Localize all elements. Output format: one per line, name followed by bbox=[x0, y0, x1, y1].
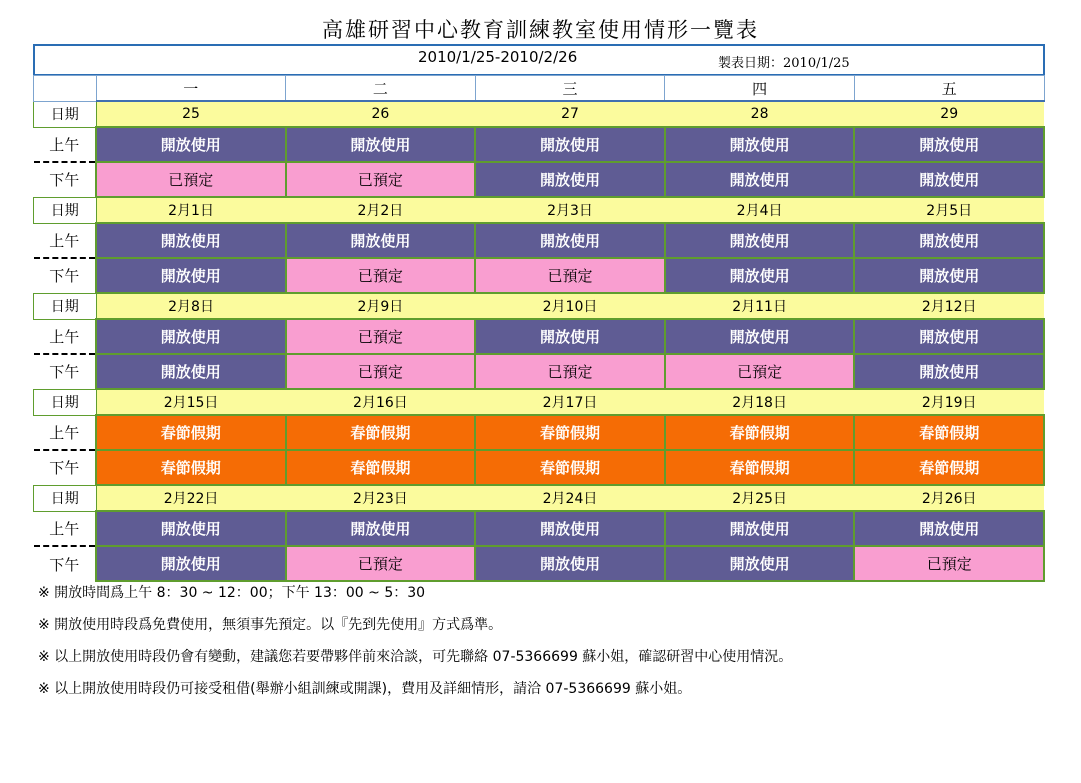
date-cell: 28 bbox=[665, 101, 855, 127]
slot-cell: 已預定 bbox=[286, 354, 476, 389]
slot-cell: 春節假期 bbox=[475, 450, 665, 485]
weekday-header-row bbox=[34, 76, 1045, 102]
date-cell: 2月25日 bbox=[665, 485, 855, 511]
slot-cell: 已預定 bbox=[286, 162, 476, 197]
weekday-header: 二 bbox=[286, 76, 476, 102]
pm-row-label: 下午 bbox=[34, 546, 97, 581]
slot-cell: 開放使用 bbox=[665, 127, 855, 162]
slot-cell: 開放使用 bbox=[96, 223, 286, 258]
pm-row-label: 下午 bbox=[34, 162, 97, 197]
am-row-label: 上午 bbox=[34, 319, 97, 354]
slot-cell: 春節假期 bbox=[286, 450, 476, 485]
slot-cell: 開放使用 bbox=[854, 354, 1044, 389]
slot-cell: 已預定 bbox=[286, 546, 476, 581]
date-cell: 2月4日 bbox=[665, 197, 855, 223]
slot-cell: 開放使用 bbox=[854, 127, 1044, 162]
pm-row bbox=[34, 450, 1045, 485]
am-row bbox=[34, 127, 1045, 162]
weekday-header: 四 bbox=[665, 76, 855, 102]
date-row-label: 日期 bbox=[34, 485, 97, 511]
made-date bbox=[718, 52, 850, 71]
pm-row bbox=[34, 354, 1045, 389]
weekday-header: 三 bbox=[475, 76, 665, 102]
date-cell: 2月26日 bbox=[854, 485, 1044, 511]
date-row bbox=[34, 197, 1045, 223]
schedule-table bbox=[33, 75, 1045, 582]
date-cell: 2月19日 bbox=[854, 389, 1044, 415]
am-row-label: 上午 bbox=[34, 415, 97, 450]
slot-cell: 開放使用 bbox=[96, 546, 286, 581]
note-item: ※ 開放使用時段爲免費使用，無須事先預定。以『先到先使用』方式爲準。 bbox=[38, 617, 503, 633]
page-title: 高雄研習中心教育訓練教室使用情形一覽表 bbox=[322, 18, 759, 42]
slot-cell: 春節假期 bbox=[665, 415, 855, 450]
date-cell: 2月3日 bbox=[475, 197, 665, 223]
slot-cell: 開放使用 bbox=[665, 546, 855, 581]
made-date-label: 製表日期： bbox=[718, 56, 784, 71]
slot-cell: 開放使用 bbox=[475, 319, 665, 354]
slot-cell: 開放使用 bbox=[475, 546, 665, 581]
am-row-label: 上午 bbox=[34, 127, 97, 162]
slot-cell: 開放使用 bbox=[96, 258, 286, 293]
slot-cell: 開放使用 bbox=[854, 162, 1044, 197]
slot-cell: 開放使用 bbox=[665, 223, 855, 258]
corner-cell bbox=[34, 76, 97, 102]
date-row bbox=[34, 485, 1045, 511]
date-cell: 2月11日 bbox=[665, 293, 855, 319]
date-row bbox=[34, 389, 1045, 415]
slot-cell: 開放使用 bbox=[286, 127, 476, 162]
date-cell: 2月23日 bbox=[286, 485, 476, 511]
date-cell: 2月2日 bbox=[286, 197, 476, 223]
made-date-value: 2010/1/25 bbox=[783, 56, 850, 71]
slot-cell: 開放使用 bbox=[854, 319, 1044, 354]
slot-cell: 已預定 bbox=[854, 546, 1044, 581]
slot-cell: 開放使用 bbox=[96, 354, 286, 389]
slot-cell: 春節假期 bbox=[286, 415, 476, 450]
date-row bbox=[34, 293, 1045, 319]
date-cell: 2月8日 bbox=[96, 293, 286, 319]
slot-cell: 開放使用 bbox=[475, 223, 665, 258]
slot-cell: 開放使用 bbox=[665, 319, 855, 354]
date-range: 2010/1/25-2010/2/26 bbox=[418, 48, 578, 66]
slot-cell: 已預定 bbox=[665, 354, 855, 389]
am-row bbox=[34, 223, 1045, 258]
slot-cell: 春節假期 bbox=[96, 450, 286, 485]
slot-cell: 開放使用 bbox=[665, 162, 855, 197]
date-cell: 2月10日 bbox=[475, 293, 665, 319]
date-cell: 27 bbox=[475, 101, 665, 127]
date-cell: 2月1日 bbox=[96, 197, 286, 223]
note-item: ※ 以上開放使用時段仍可接受租借(舉辦小組訓練或開課)，費用及詳細情形，請洽 07-5366699 蘇小姐。 bbox=[38, 681, 692, 697]
slot-cell: 已預定 bbox=[96, 162, 286, 197]
date-row-label: 日期 bbox=[34, 101, 97, 127]
date-row-label: 日期 bbox=[34, 197, 97, 223]
slot-cell: 開放使用 bbox=[854, 258, 1044, 293]
pm-row-label: 下午 bbox=[34, 450, 97, 485]
date-cell: 2月15日 bbox=[96, 389, 286, 415]
date-cell: 2月12日 bbox=[854, 293, 1044, 319]
date-cell: 25 bbox=[96, 101, 286, 127]
slot-cell: 開放使用 bbox=[475, 127, 665, 162]
slot-cell: 開放使用 bbox=[96, 319, 286, 354]
date-cell: 2月22日 bbox=[96, 485, 286, 511]
am-row-label: 上午 bbox=[34, 511, 97, 546]
date-row bbox=[34, 101, 1045, 127]
slot-cell: 春節假期 bbox=[475, 415, 665, 450]
slot-cell: 開放使用 bbox=[286, 223, 476, 258]
pm-row bbox=[34, 162, 1045, 197]
slot-cell: 開放使用 bbox=[854, 223, 1044, 258]
notes bbox=[38, 585, 792, 713]
slot-cell: 春節假期 bbox=[96, 415, 286, 450]
am-row-label: 上午 bbox=[34, 223, 97, 258]
pm-row bbox=[34, 258, 1045, 293]
weekday-header: 一 bbox=[96, 76, 286, 102]
date-cell: 2月5日 bbox=[854, 197, 1044, 223]
date-cell: 2月18日 bbox=[665, 389, 855, 415]
slot-cell: 春節假期 bbox=[854, 450, 1044, 485]
date-cell: 2月9日 bbox=[286, 293, 476, 319]
am-row bbox=[34, 415, 1045, 450]
slot-cell: 已預定 bbox=[475, 354, 665, 389]
date-row-label: 日期 bbox=[34, 389, 97, 415]
slot-cell: 開放使用 bbox=[96, 511, 286, 546]
weekday-header: 五 bbox=[854, 76, 1044, 102]
slot-cell: 開放使用 bbox=[665, 511, 855, 546]
slot-cell: 開放使用 bbox=[854, 511, 1044, 546]
slot-cell: 春節假期 bbox=[665, 450, 855, 485]
note-item: ※ 開放時間爲上午 8：30 ~ 12：00；下午 13：00 ~ 5：30 bbox=[38, 585, 426, 601]
note-item: ※ 以上開放使用時段仍會有變動，建議您若要帶夥伴前來洽談，可先聯絡 07-5366699 蘇小姐，確認研習中心使用情況。 bbox=[38, 649, 793, 665]
date-cell: 2月24日 bbox=[475, 485, 665, 511]
am-row bbox=[34, 511, 1045, 546]
slot-cell: 已預定 bbox=[286, 319, 476, 354]
slot-cell: 開放使用 bbox=[96, 127, 286, 162]
date-row-label: 日期 bbox=[34, 293, 97, 319]
slot-cell: 已預定 bbox=[475, 258, 665, 293]
slot-cell: 已預定 bbox=[286, 258, 476, 293]
slot-cell: 開放使用 bbox=[475, 162, 665, 197]
am-row bbox=[34, 319, 1045, 354]
date-cell: 29 bbox=[854, 101, 1044, 127]
slot-cell: 春節假期 bbox=[854, 415, 1044, 450]
slot-cell: 開放使用 bbox=[286, 511, 476, 546]
date-cell: 2月16日 bbox=[286, 389, 476, 415]
slot-cell: 開放使用 bbox=[475, 511, 665, 546]
date-cell: 26 bbox=[286, 101, 476, 127]
pm-row bbox=[34, 546, 1045, 581]
slot-cell: 開放使用 bbox=[665, 258, 855, 293]
pm-row-label: 下午 bbox=[34, 258, 97, 293]
pm-row-label: 下午 bbox=[34, 354, 97, 389]
date-cell: 2月17日 bbox=[475, 389, 665, 415]
